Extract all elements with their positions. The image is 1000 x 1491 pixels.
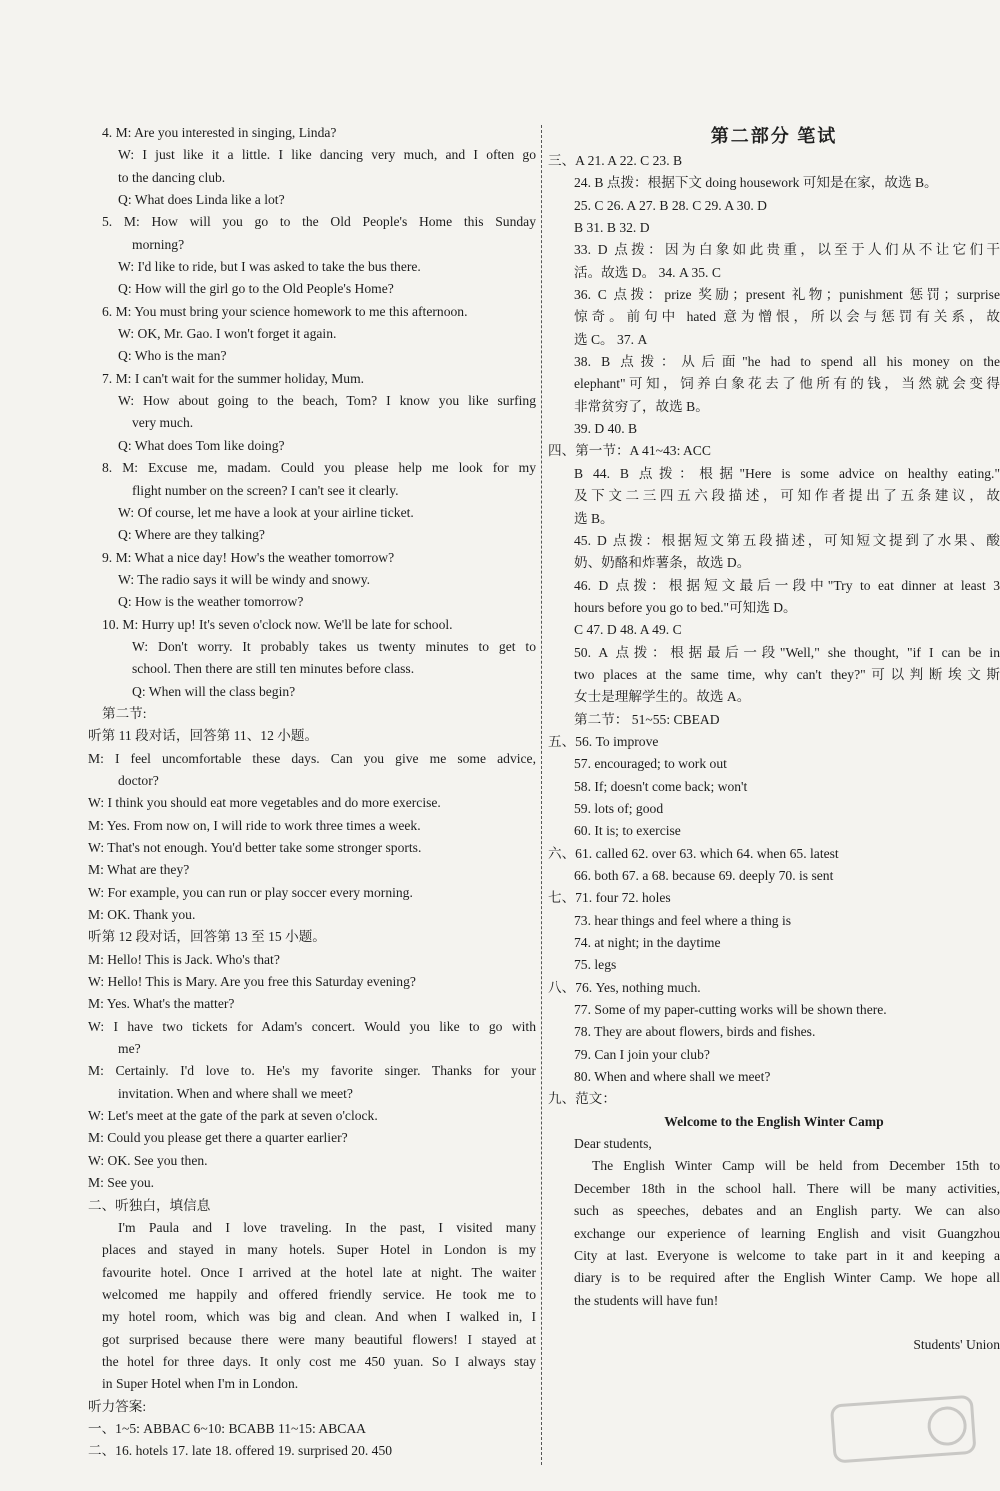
transcript-line: Q: How is the weather tomorrow?: [118, 594, 304, 610]
answer-line: exchange our experience of learning English and visit Guangzhou: [574, 1225, 1000, 1241]
transcript-line: W: For example, you can run or play soccer every morning.: [88, 884, 413, 900]
answer-line: B 44. B 点拨：根据"Here is some advice on healthy eating.": [574, 465, 1000, 481]
transcript-line: Q: How will the girl go to the Old People's Home?: [118, 281, 394, 297]
answer-line: 36. C 点拨：prize 奖励；present 礼物；punishment 惩罚；surprise: [574, 287, 1000, 303]
transcript-line: M: Yes. What's the matter?: [88, 996, 235, 1012]
transcript-line: Q: Where are they talking?: [118, 527, 265, 543]
transcript-line: W: OK, Mr. Gao. I won't forget it again.: [118, 326, 337, 342]
answer-line: 及下文二三四五六段描述，可知作者提出了五条建议，故: [574, 488, 1000, 504]
transcript-line: M: Could you please get there a quarter earlier?: [88, 1130, 348, 1146]
transcript-line: 听第 11 段对话，回答第 11、12 小题。: [88, 728, 319, 744]
transcript-line: 第二节:: [102, 705, 147, 721]
transcript-line: M: Certainly. I'd love to. He's my favorite singer. Thanks for your: [88, 1063, 536, 1079]
transcript-line: 听力答案:: [88, 1398, 147, 1414]
answer-line: 46. D 点拨：根据短文最后一段中"Try to eat dinner at least 3: [574, 577, 1000, 593]
transcript-line: Q: When will the class begin?: [132, 683, 296, 699]
transcript-line: W: Let's meet at the gate of the park at seven o'clock.: [88, 1108, 378, 1124]
answer-line: 45. D 点拨：根据短文第五段描述，可知短文提到了水果、酸: [574, 532, 1000, 548]
answer-line: 78. They are about flowers, birds and fishes.: [574, 1024, 816, 1040]
answer-line: Students' Union: [913, 1337, 1000, 1353]
transcript-line: morning?: [132, 236, 185, 252]
answer-line: The English Winter Camp will be held from December 15th to: [592, 1158, 1000, 1174]
transcript-line: M: I feel uncomfortable these days. Can you give me some advice,: [88, 750, 536, 766]
answer-line: 六、61. called 62. over 63. which 64. when 65. latest: [548, 845, 839, 861]
transcript-line: W: I have two tickets for Adam's concert. Would you like to go with: [88, 1018, 536, 1034]
answer-line: 五、56. To improve: [548, 733, 659, 749]
transcript-line: very much.: [132, 415, 194, 431]
answer-line: hours before you go to bed."可知选 D。: [574, 599, 797, 615]
answer-line: 奶、奶酪和炸薯条，故选 D。: [574, 555, 751, 571]
transcript-line: favourite hotel. Once I arrived at the hotel late at night. The waiter: [102, 1264, 536, 1280]
transcript-line: in Super Hotel when I'm in London.: [102, 1376, 299, 1392]
transcript-line: school. Then there are still ten minutes before class.: [132, 661, 415, 677]
answer-line: 24. B 点拨：根据下文 doing housework 可知是在家，故选 B。: [574, 175, 938, 191]
answer-line: 非常贫穷了，故选 B。: [574, 398, 709, 414]
transcript-line: 9. M: What a nice day! How's the weather tomorrow?: [102, 549, 395, 565]
answer-line: 66. both 67. a 68. because 69. deeply 70. is sent: [574, 868, 834, 883]
answer-line: 57. encouraged; to work out: [574, 756, 727, 772]
transcript-line: W: Hello! This is Mary. Are you free this Saturday evening?: [88, 974, 416, 990]
transcript-line: 二、听独白，填信息: [88, 1197, 211, 1213]
answer-list: [548, 150, 1000, 1357]
transcript-line: 6. M: You must bring your science homework to me this afternoon.: [102, 303, 468, 319]
transcript-line: invitation. When and where shall we meet?: [118, 1085, 353, 1101]
transcript-line: Q: What does Linda like a lot?: [118, 192, 285, 208]
transcript-line: my hotel room, which was big and clean. And when I walked in, I: [102, 1309, 536, 1325]
transcript-line: the hotel for three days. It only cost me 450 yuan. So I always stay: [102, 1353, 536, 1369]
answer-line: 50. A 点拨：根据最后一段"Well," she thought, "if I can be in: [574, 644, 1000, 660]
transcript-line: W: How about going to the beach, Tom? I know you like surfing: [118, 393, 536, 409]
transcript-line: 10. M: Hurry up! It's seven o'clock now. We'll be late for school.: [102, 616, 453, 632]
answer-line: 活。故选 D。 34. A 35. C: [574, 264, 721, 280]
answer-line: such as speeches, debates and an English party. We can also: [574, 1203, 1000, 1219]
transcript-line: got surprised because there were many beautiful flowers! I stayed at: [102, 1331, 536, 1347]
transcript-line: to the dancing club.: [118, 169, 226, 185]
transcript-line: W: Of course, let me have a look at your airline ticket.: [118, 504, 414, 520]
transcript-line: 4. M: Are you interested in singing, Linda?: [102, 125, 337, 140]
transcript-line: flight number on the screen? I can't see it clearly.: [132, 482, 399, 498]
answer-line: 33. D 点拨：因为白象如此贵重，以至于人们从不让它们干: [574, 242, 1000, 258]
transcript-line: W: The radio says it will be windy and snowy.: [118, 571, 371, 587]
watermark-logo: [827, 1390, 983, 1490]
transcript-line: 8. M: Excuse me, madam. Could you please help me look for my: [102, 460, 536, 476]
transcript-line: 二、16. hotels 17. late 18. offered 19. surprised 20. 450: [88, 1443, 393, 1459]
transcript-line: M: What are they?: [88, 862, 190, 878]
answer-line: 四、第一节：A 41~43: ACC: [548, 443, 711, 459]
transcript-line: 听第 12 段对话，回答第 13 至 15 小题。: [88, 929, 326, 945]
column-divider: [541, 125, 542, 1465]
transcript-line: M: Hello! This is Jack. Who's that?: [88, 951, 280, 967]
transcript-line: M: OK. Thank you.: [88, 907, 196, 923]
answer-line: December 18th in the school hall. There will be many activities,: [574, 1180, 1000, 1196]
transcript-line: 7. M: I can't wait for the summer holiday, Mum.: [102, 370, 365, 386]
transcript-line: W: That's not enough. You'd better take some stronger sports.: [88, 840, 422, 855]
transcript-line: Q: Who is the man?: [118, 348, 227, 364]
transcript-line: 5. M: How will you go to the Old People's Home this Sunday: [102, 214, 536, 230]
answer-line: 60. It is; to exercise: [574, 823, 681, 839]
section-title: 第二部分 笔试: [710, 126, 838, 146]
transcript-line: W: Don't worry. It probably takes us twenty minutes to get to: [132, 638, 536, 654]
answer-line: Welcome to the English Winter Camp: [664, 1113, 884, 1129]
answer-line: 58. If; doesn't come back; won't: [574, 778, 748, 794]
transcript-line: I'm Paula and I love traveling. In the past, I visited many: [118, 1219, 536, 1235]
left-column: [88, 122, 536, 1463]
answer-line: 三、A 21. A 22. C 23. B: [548, 153, 683, 168]
transcript-line: Q: What does Tom like doing?: [118, 437, 285, 453]
answer-line: 九、范文：: [548, 1091, 616, 1107]
answer-line: 80. When and where shall we meet?: [574, 1069, 771, 1085]
answer-line: City at last. Everyone is welcome to take part in it and keeping a: [574, 1247, 1000, 1263]
transcript-line: W: I'd like to ride, but I was asked to take the bus there.: [118, 259, 421, 275]
answer-line: 74. at night; in the daytime: [574, 935, 721, 951]
answer-line: 79. Can I join your club?: [574, 1046, 710, 1062]
transcript-line: W: OK. See you then.: [88, 1152, 208, 1168]
answer-line: elephant"可知，饲养白象花去了他所有的钱，当然就会变得: [574, 376, 1000, 392]
answer-line: 惊奇。前句中 hated 意为憎恨，所以会与惩罚有关系，故: [574, 309, 1000, 325]
answer-line: 选 B。: [574, 510, 614, 526]
answer-line: B 31. B 32. D: [574, 220, 650, 236]
transcript-line: M: Yes. From now on, I will ride to work three times a week.: [88, 817, 421, 833]
answer-line: 59. lots of; good: [574, 800, 664, 816]
transcript-line: me?: [118, 1041, 141, 1057]
answer-line: C 47. D 48. A 49. C: [574, 622, 682, 638]
answer-line: 选 C。 37. A: [574, 331, 648, 347]
transcript-line: W: I think you should eat more vegetables and do more exercise.: [88, 795, 441, 811]
transcript-line: places and stayed in many hotels. Super Hotel in London is my: [102, 1242, 536, 1258]
answer-line: 八、76. Yes, nothing much.: [548, 979, 701, 995]
answer-line: 38. B 点拨：从后面"he had to spend all his money on the: [574, 354, 1000, 370]
answer-line: 73. hear things and feel where a thing is: [574, 912, 792, 928]
answer-line: 第二节： 51~55: CBEAD: [574, 711, 720, 727]
answer-line: 25. C 26. A 27. B 28. C 29. A 30. D: [574, 197, 767, 213]
transcript-line: W: I just like it a little. I like dancing very much, and I often go: [118, 147, 536, 163]
answer-line: Dear students,: [574, 1136, 652, 1152]
transcript-line: welcomed me happily and offered friendly service. He took me to: [102, 1286, 536, 1302]
transcript-line: 一、1~5: ABBAC 6~10: BCABB 11~15: ABCAA: [88, 1420, 366, 1436]
answer-line: diary is to be required after the English Winter Camp. We hope all: [574, 1270, 1000, 1286]
answer-line: 七、71. four 72. holes: [548, 890, 671, 906]
answer-line: 女士是理解学生的。故选 A。: [574, 689, 751, 705]
answer-line: [548, 1312, 1000, 1334]
answer-line: 39. D 40. B: [574, 421, 638, 437]
answer-line: two places at the same time, why can't they?"可以判断埃文斯: [574, 666, 1000, 682]
right-column: [548, 122, 1000, 1357]
answer-line: the students will have fun!: [574, 1292, 719, 1308]
transcript-line: M: See you.: [88, 1175, 155, 1191]
transcript-line: doctor?: [118, 772, 159, 788]
answer-line: 77. Some of my paper-cutting works will be shown there.: [574, 1002, 887, 1018]
answer-line: 75. legs: [574, 957, 617, 973]
